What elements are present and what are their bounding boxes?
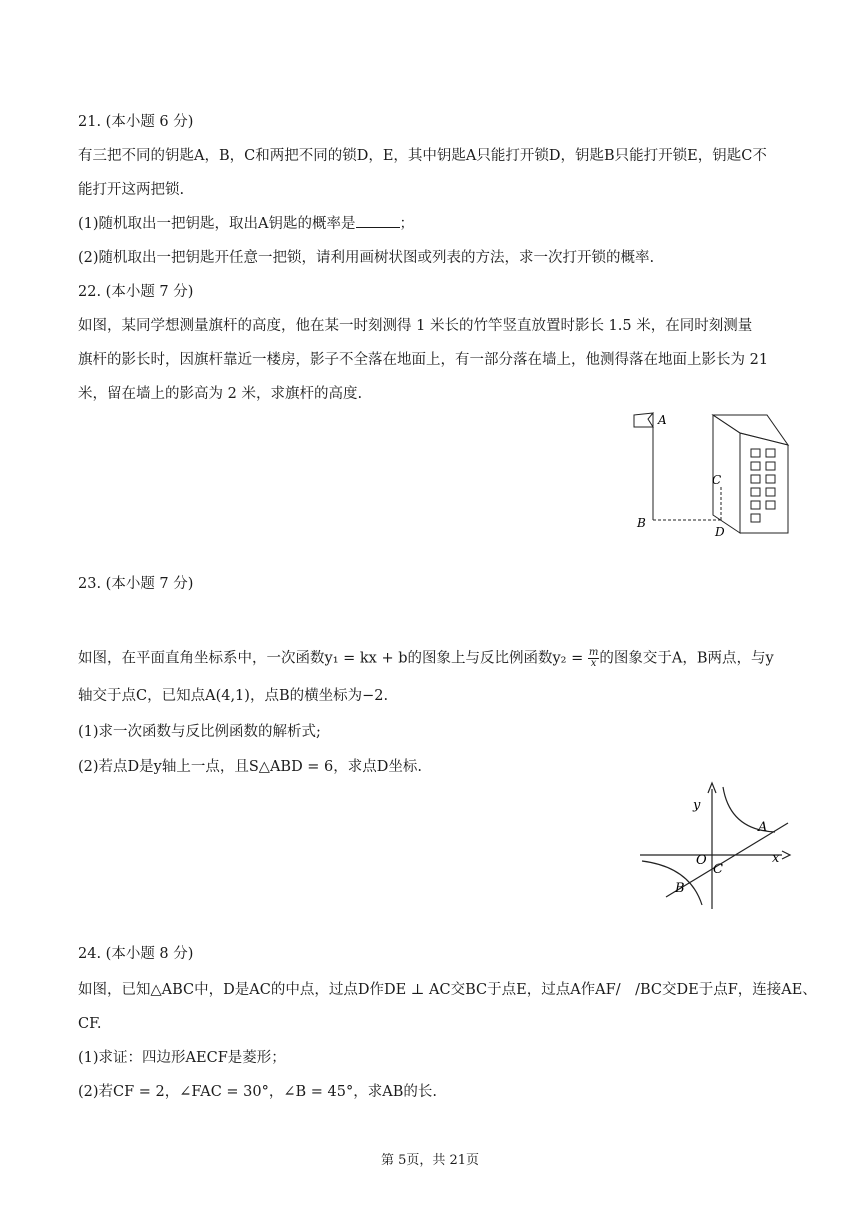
q24-part2: (2)若CF = 2，∠FAC = 30°，∠B = 45°，求AB的长. — [78, 1084, 437, 1100]
q24-line1: 如图，已知△ABC中，D是AC的中点，过点D作DE ⊥ AC交BC于点E，过点A作AF/ /BC交DE于点F，连接AE、 — [78, 982, 817, 998]
q23-line1 — [78, 648, 784, 669]
page-footer: 第 5页，共 21页 — [380, 1153, 480, 1168]
q21-header: 21. (本小题 6 分) — [78, 114, 194, 130]
fraction-denominator: x — [590, 658, 597, 669]
q21-stem-line1: 有三把不同的钥匙A，B，C和两把不同的锁D，E，其中钥匙A只能打开锁D，钥匙B只能打开锁E，钥匙C不 — [78, 148, 767, 164]
q22-line2: 旗杆的影长时，因旗杆靠近一楼房，影子不全落在地面上，有一部分落在墙上，他测得落在地面上影长为 21 — [78, 352, 769, 368]
q21-part2: (2)随机取出一把钥匙开任意一把锁，请利用画树状图或列表的方法，求一次打开锁的概率. — [78, 250, 655, 266]
q23-line2: 轴交于点C，已知点A(4,1)，点B的横坐标为−2. — [78, 688, 389, 704]
q23-line1-text-a: 如图，在平面直角坐标系中，一次函数y₁ = kx + b的图象上与反比例函数y₂ = — [78, 650, 588, 667]
q21-stem-line2: 能打开这两把锁. — [78, 182, 185, 198]
q22-line1: 如图，某同学想测量旗杆的高度，他在某一时刻测得 1 米长的竹竿竖直放置时影长 1.5 米，在同时刻测量 — [78, 318, 753, 334]
answer-blank[interactable] — [356, 215, 400, 228]
q21-part1 — [78, 214, 784, 234]
label-c: C — [712, 473, 722, 487]
q21-part1-text: (1)随机取出一把钥匙，取出A钥匙的概率是 — [78, 216, 356, 232]
label-o: O — [696, 853, 707, 868]
q22-line3: 米，留在墙上的影高为 2 米，求旗杆的高度. — [78, 386, 363, 402]
flag-shape — [634, 413, 653, 427]
fraction-m-over-x — [588, 648, 599, 669]
hyperbola-quadrant-3 — [642, 861, 702, 905]
building-windows — [751, 449, 775, 522]
fraction-numerator: m — [588, 647, 599, 658]
label-a: A — [758, 820, 768, 835]
label-d: D — [715, 525, 725, 539]
label-c: C — [713, 862, 723, 877]
q24-part1: (1)求证：四边形AECF是菱形； — [78, 1050, 286, 1066]
q23-part2: (2)若点D是y轴上一点，且S△ABD = 6，求点D坐标. — [78, 759, 423, 775]
label-b: B — [637, 516, 646, 530]
q23-header: 23. (本小题 7 分) — [78, 576, 194, 592]
q24-header: 24. (本小题 8 分) — [78, 946, 194, 962]
q23-part1: (1)求一次函数与反比例函数的解析式; — [78, 724, 321, 740]
coordinate-graph-figure — [630, 775, 800, 915]
x-axis-arrow — [782, 851, 790, 859]
q22-header: 22. (本小题 7 分) — [78, 284, 194, 300]
label-x: x — [772, 851, 780, 866]
building-top — [713, 415, 788, 445]
q21-part1-end: ； — [399, 216, 415, 232]
label-b: B — [675, 881, 685, 896]
building-front — [740, 433, 788, 533]
q23-line1-text-b: 的图象交于A，B两点，与y — [599, 650, 774, 667]
q24-line2: CF. — [78, 1016, 102, 1032]
flagpole-building-figure — [620, 405, 800, 540]
label-a: A — [658, 413, 667, 427]
label-y: y — [693, 798, 701, 813]
